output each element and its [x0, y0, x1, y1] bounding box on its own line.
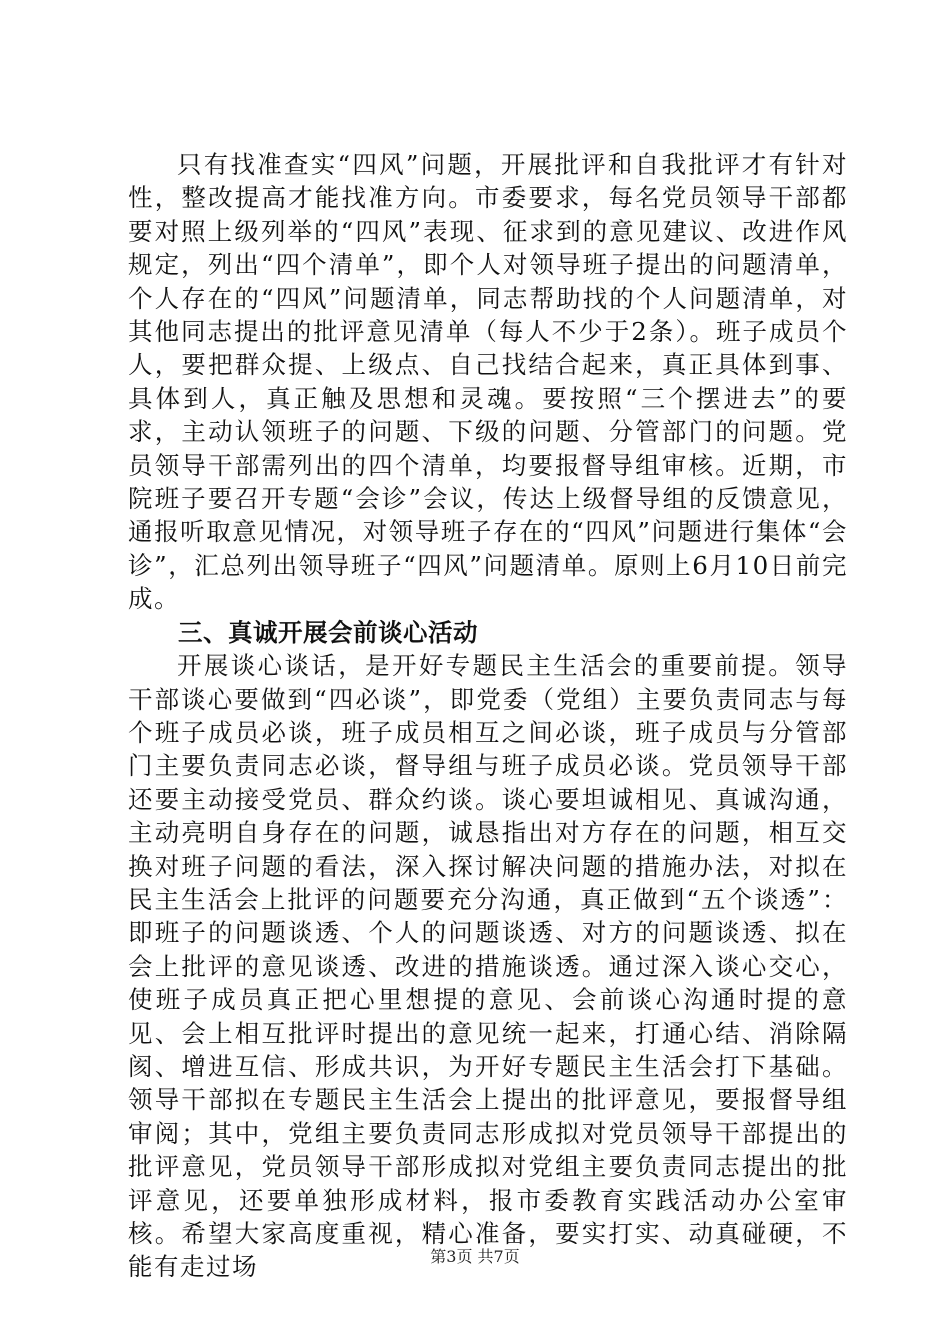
section-heading: 三、真诚开展会前谈心活动 — [178, 617, 478, 647]
paragraph-four-lists: 只有找准查实“四风”问题，开展批评和自我批评才有针对性，整改提高才能找准方向。市委要求，每名党员领导干部都要对照上级列举的“四风”表现、征求到的意见建议、改进作风规定，列出“四个清单”，即个人对领导班子提出的问题清单，个人存在的“四风”问题清单，同志帮助找的个人问题清单，对其他同志提出的批评意见清单（每人不少于2条）。班子成员个人，要把群众提、上级点、自己找结合起来，真正具体到事、具体到人，真正触及思想和灵魂。要按照“三个摆进去”的要求，主动认领班子的问题、下级的问题、分管部门的问题。党员领导干部需列出的四个清单，均要报督导组审核。近期，市院班子要召开专题“会诊”会议，传达上级督导组的反馈意见，通报听取意见情况，对领导班子存在的“四风”问题进行集体“会诊”，汇总列出领导班子“四风”问题清单。原则上6月10日前完成。 — [128, 150, 848, 614]
paragraph-heart-to-heart-talks: 开展谈心谈话，是开好专题民主生活会的重要前提。领导干部谈心要做到“四必谈”，即党委（党组）主要负责同志与每个班子成员必谈，班子成员相互之间必谈，班子成员与分管部门主要负责同志必谈，督导组与班子成员必谈。党员领导干部还要主动接受党员、群众约谈。谈心要坦诚相见、真诚沟通，主动亮明自身存在的问题，诚恳指出对方存在的问题，相互交换对班子问题的看法，深入探讨解决问题的措施办法，对拟在民主生活会上批评的问题要充分沟通，真正做到“五个谈透”：即班子的问题谈透、个人的问题谈透、对方的问题谈透、拟在会上批评的意见谈透、改进的措施谈透。通过深入谈心交心，使班子成员真正把心里想提的意见、会前谈心沟通时提的意见、会上相互批评时提出的意见统一起来，打通心结、消除隔阂、增进互信、形成共识，为开好专题民主生活会打下基础。领导干部拟在专题民主生活会上提出的批评意见，要报督导组审阅；其中，党组主要负责同志形成拟对党员领导干部提出的批评意见，党员领导干部形成拟对党组主要负责同志提出的批评意见，还要单独形成材料，报市委教育实践活动办公室审核。希望大家高度重视，精心准备，要实打实、动真碰硬，不能有走过场 — [128, 651, 848, 1282]
page-number-footer: 第3页 共7页 — [430, 1247, 520, 1266]
document-body — [128, 148, 848, 1284]
